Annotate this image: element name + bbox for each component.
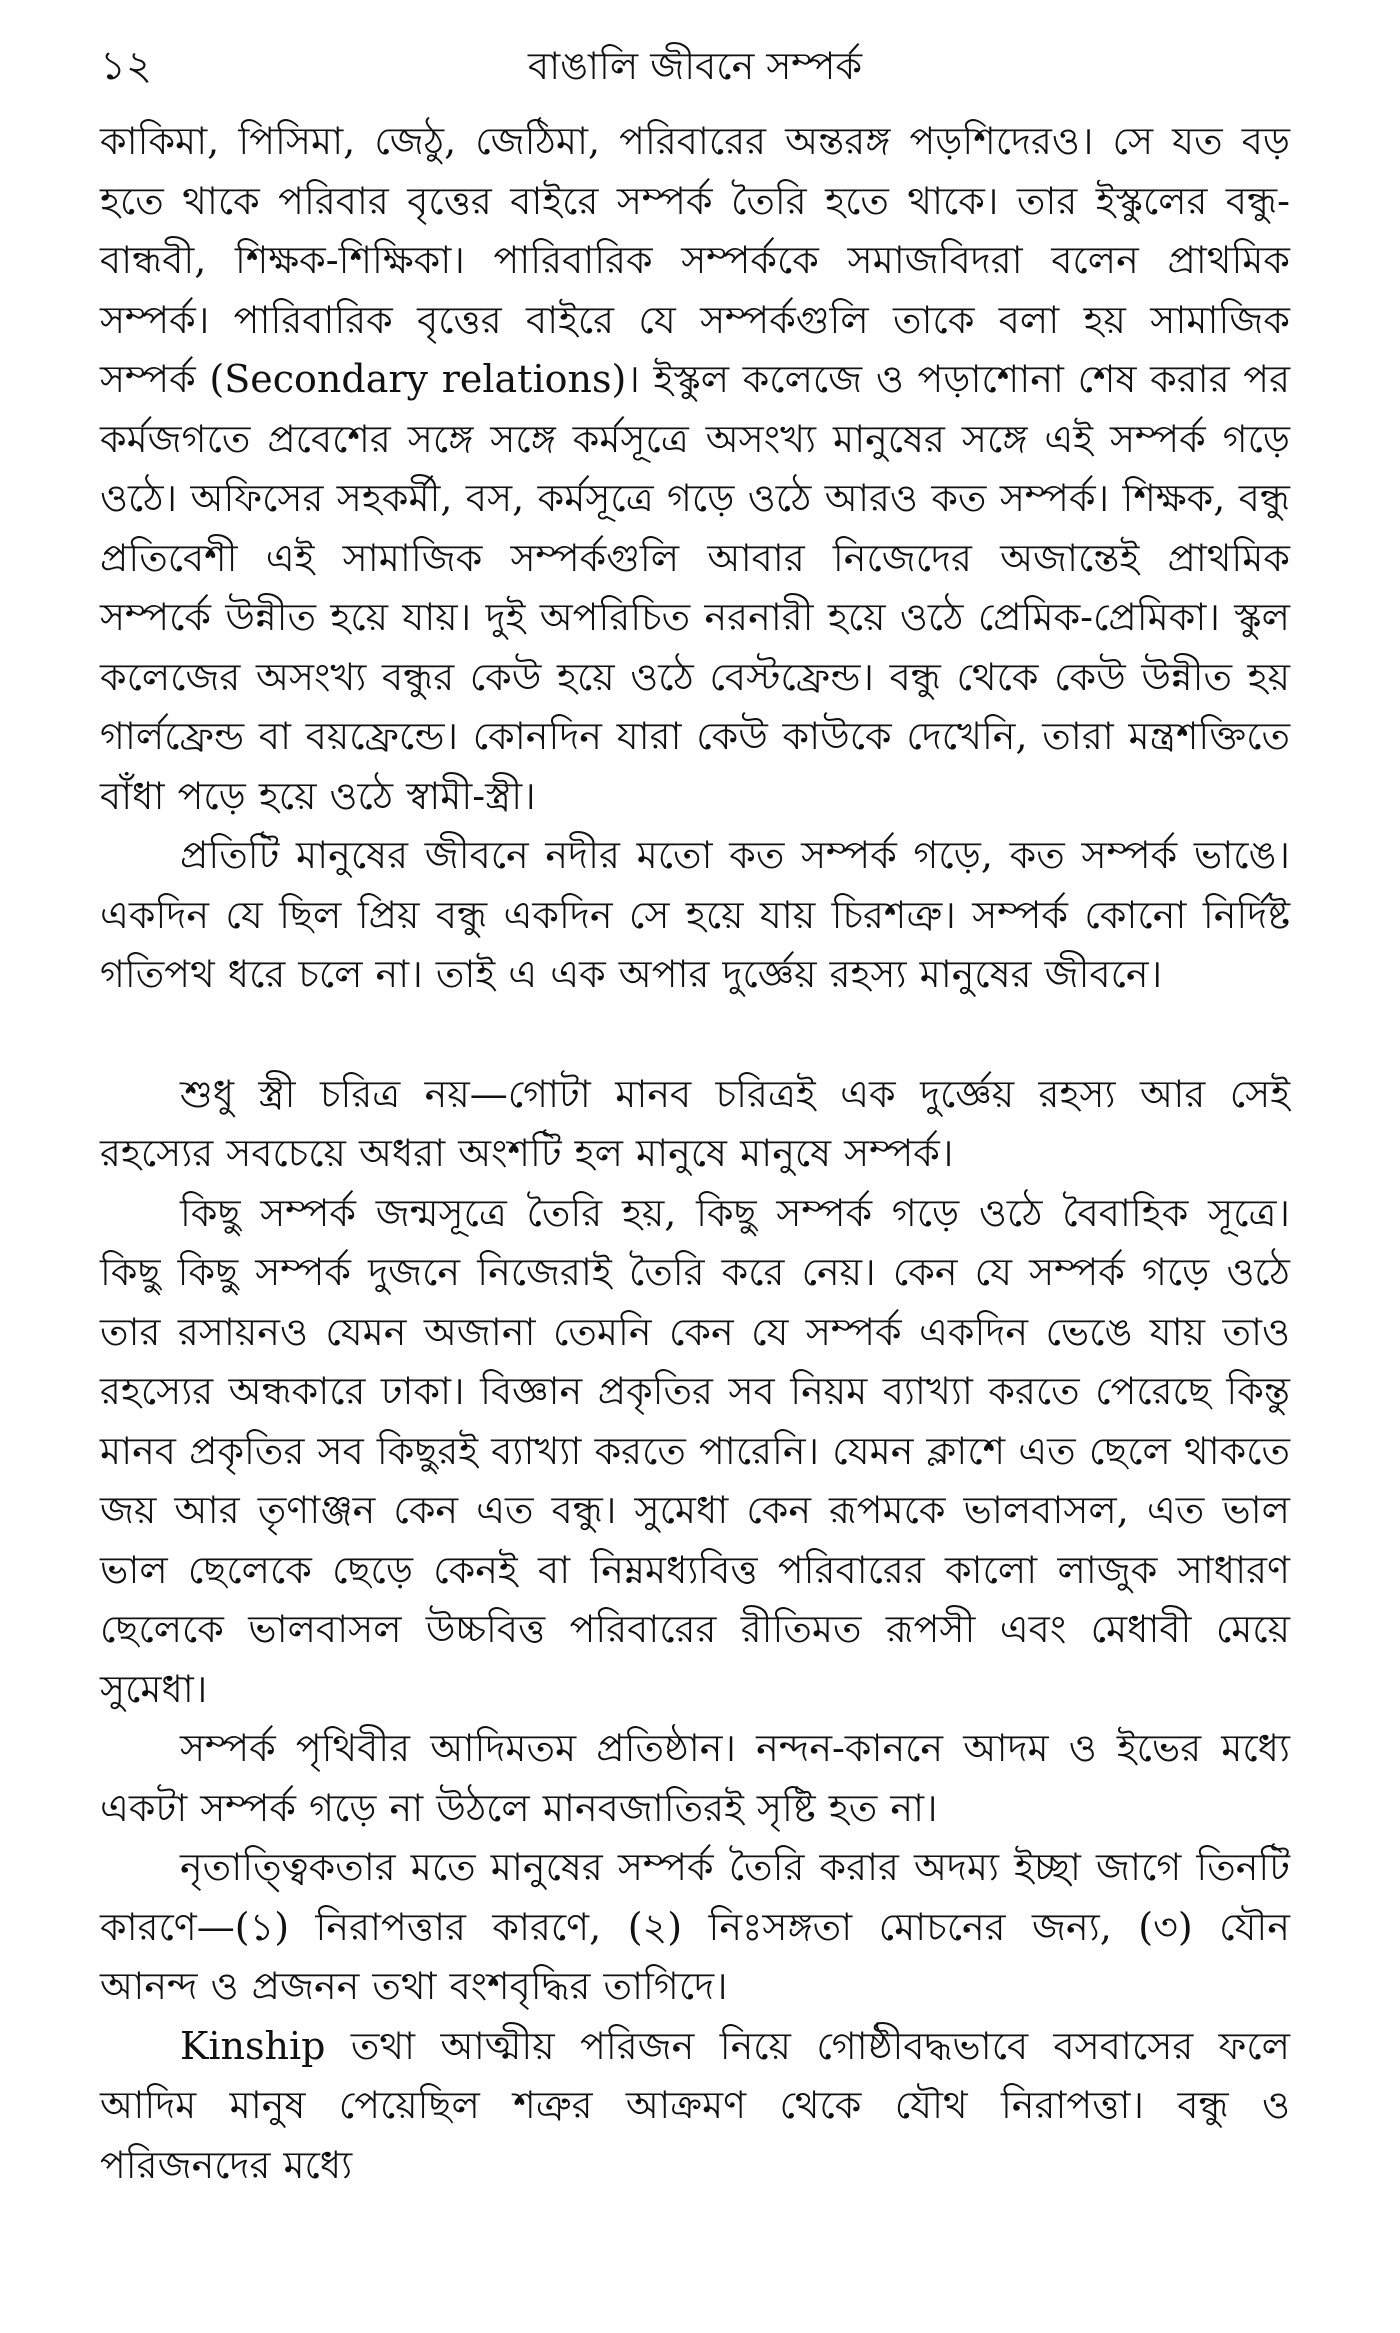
paragraph-1: কাকিমা, পিসিমা, জেঠু, জেঠিমা, পরিবারের অন্তরঙ্গ পড়শিদেরও। সে যত বড় হতে থাকে পরিবার বৃত্তের বাইরে সম্পর্ক তৈরি হতে থাকে। তার ইস্কুলের বন্ধু-বান্ধবী, শিক্ষক-শিক্ষিকা। পারিবারিক সম্পর্ককে সমাজবিদরা বলেন প্রাথমিক সম্পর্ক। পারিবারিক বৃত্তের বাইরে যে সম্পর্কগুলি তাকে বলা হয় সামাজিক সম্পর্ক (Secondary relations)। ইস্কুল কলেজে ও পড়াশোনা শেষ করার পর কর্মজগতে প্রবেশের সঙ্গে সঙ্গে কর্মসূত্রে অসংখ্য মানুষের সঙ্গে এই সম্পর্ক গড়ে ওঠে। অফিসের সহকর্মী, বস, কর্মসূত্রে গড়ে ওঠে আরও কত সম্পর্ক। শিক্ষক, বন্ধু প্রতিবেশী এই সামাজিক সম্পর্কগুলি আবার নিজেদের অজান্তেই প্রাথমিক সম্পর্কে উন্নীত হয়ে যায়। দুই অপরিচিত নরনারী হয়ে ওঠে প্রেমিক-প্রেমিকা। স্কুল কলেজের অসংখ্য বন্ধুর কেউ হয়ে ওঠে বেস্টফ্রেন্ড। বন্ধু থেকে কেউ উন্নীত হয় গার্লফ্রেন্ড বা বয়ফ্রেন্ডে। কোনদিন যারা কেউ কাউকে দেখেনি, তারা মন্ত্রশক্তিতে বাঁধা পড়ে হয়ে ওঠে স্বামী-স্ত্রী। [100,119,1290,818]
paragraph-2: প্রতিটি মানুষের জীবনে নদীর মতো কত সম্পর্ক গড়ে, কত সম্পর্ক ভাঙে। একদিন যে ছিল প্রিয় বন্ধু একদিন সে হয়ে যায় চিরশত্রু। সম্পর্ক কোনো নির্দিষ্ট গতিপথ ধরে চলে না। তাই এ এক অপার দুর্জ্ঞেয় রহস্য মানুষের জীবনে। [100,833,1290,996]
body-text [100,112,1290,2195]
page-header [100,28,1290,98]
paragraph-3: শুধু স্ত্রী চরিত্র নয়—গোটা মানব চরিত্রই এক দুর্জ্ঞেয় রহস্য আর সেই রহস্যের সবচেয়ে অধরা অংশটি হল মানুষে মানুষে সম্পর্ক। [100,1071,1290,1175]
paragraph-4: কিছু সম্পর্ক জন্মসূত্রে তৈরি হয়, কিছু সম্পর্ক গড়ে ওঠে বৈবাহিক সূত্রে। কিছু কিছু সম্পর্ক দুজনে নিজেরাই তৈরি করে নেয়। কেন যে সম্পর্ক গড়ে ওঠে তার রসায়নও যেমন অজানা তেমনি কেন যে সম্পর্ক একদিন ভেঙে যায় তাও রহস্যের অন্ধকারে ঢাকা। বিজ্ঞান প্রকৃতির সব নিয়ম ব্যাখ্যা করতে পেরেছে কিন্তু মানব প্রকৃতির সব কিছুরই ব্যাখ্যা করতে পারেনি। যেমন ক্লাশে এত ছেলে থাকতে জয় আর তৃণাঞ্জন কেন এত বন্ধু। সুমেধা কেন রূপমকে ভালবাসল, এত ভাল ভাল ছেলেকে ছেড়ে কেনই বা নিম্নমধ্যবিত্ত পরিবারের কালো লাজুক সাধারণ ছেলেকে ভালবাসল উচ্চবিত্ত পরিবারের রীতিমত রূপসী এবং মেধাবী মেয়ে সুমেধা। [100,1190,1290,1711]
paragraph-6: নৃতাত্ত্বিকতার মতে মানুষের সম্পর্ক তৈরি করার অদম্য ইচ্ছা জাগে তিনটি কারণে—(১) নিরাপত্তার কারণে, (২) নিঃসঙ্গতা মোচনের জন্য, (৩) যৌন আনন্দ ও প্রজনন তথা বংশবৃদ্ধির তাগিদে। [100,1845,1290,2008]
running-title: বাঙালি জীবনে সম্পর্ক [527,44,863,88]
page-number: ১২ [100,43,152,89]
paragraph-7: Kinship তথা আত্মীয় পরিজন নিয়ে গোষ্ঠীবদ্ধভাবে বসবাসের ফলে আদিম মানুষ পেয়েছিল শত্রুর আক্রমণ থেকে যৌথ নিরাপত্তা। বন্ধু ও পরিজনদের মধ্যে [100,2023,1290,2187]
section-break [100,1005,1290,1065]
paragraph-5: সম্পর্ক পৃথিবীর আদিমতম প্রতিষ্ঠান। নন্দন-কাননে আদম ও ইভের মধ্যে একটা সম্পর্ক গড়ে না উঠলে মানবজাতিরই সৃষ্টি হত না। [100,1726,1290,1830]
